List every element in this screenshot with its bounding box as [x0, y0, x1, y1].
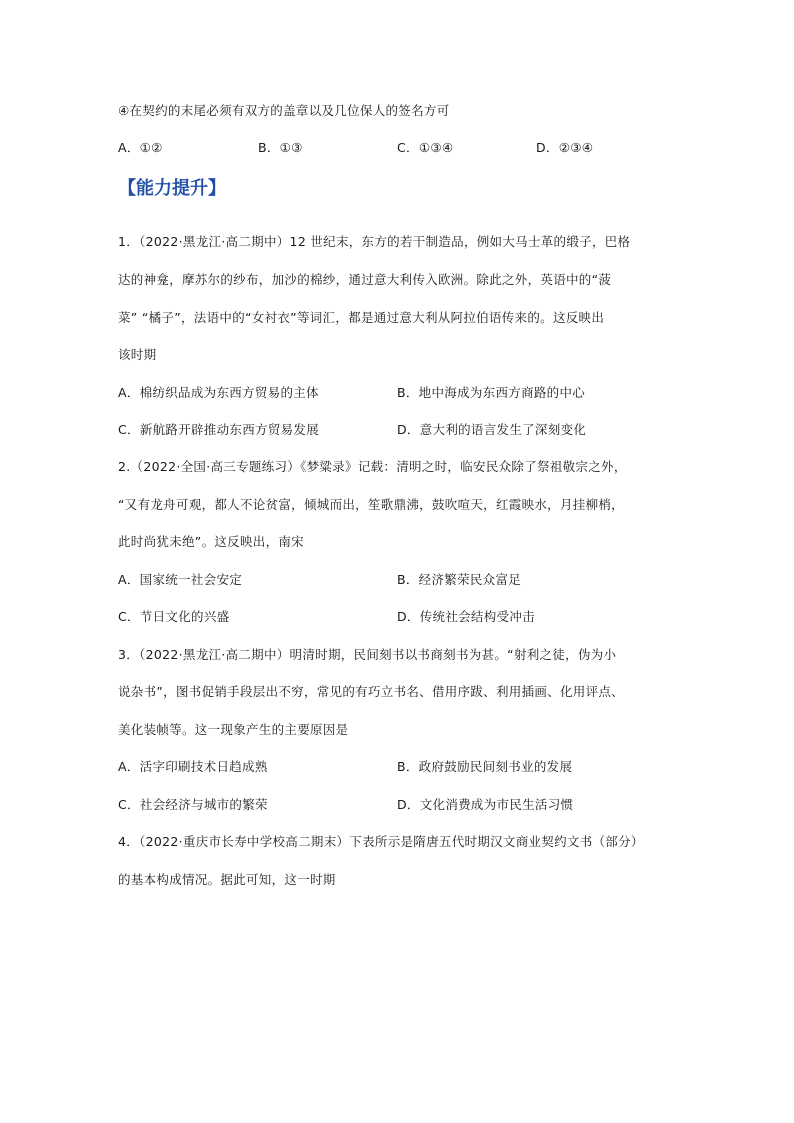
q2-stem-line: 2.（2022·全国·高三专题练习）《梦粱录》记载：清明之时，临安民众除了祭祖敬宗之外， [118, 459, 627, 474]
prev-option-c: C．①③④ [397, 140, 454, 155]
q3-stem-line: 美化装帧等。这一现象产生的主要原因是 [118, 722, 349, 737]
q2-stem-line: “又有龙舟可观，都人不论贫富，倾城而出，笙歌鼎沸，鼓吹喧天，红霞映水，月挂柳梢， [118, 497, 624, 512]
q1-stem-line: 该时期 [118, 347, 157, 362]
q2-option-b: B．经济繁荣民众富足 [397, 572, 522, 587]
clause-text: ④在契约的末尾必须有双方的盖章以及几位保人的签名方可 [118, 103, 450, 118]
q4-stem-line: 4．（2022·重庆市长寿中学校高二期末）下表所示是隋唐五代时期汉文商业契约文书（部分） [118, 834, 644, 849]
prev-option-d: D．②③④ [536, 140, 594, 155]
section-title: 【能力提升】 [118, 178, 226, 199]
prev-option-b: B．①③ [258, 140, 303, 155]
q1-stem-line: 达的神龛，摩苏尔的纱布，加沙的棉纱，通过意大利传入欧洲。除此之外，英语中的“菠 [118, 272, 612, 287]
q1-stem-line: 菜” “橘子”，法语中的“女衬衣”等词汇，都是通过意大利从阿拉伯语传来的。这反映出 [118, 310, 605, 325]
q3-option-b: B．政府鼓励民间刻书业的发展 [397, 759, 573, 774]
q2-option-a: A．国家统一社会安定 [118, 572, 243, 587]
prev-option-a: A．①② [118, 140, 163, 155]
q2-stem-line: 此时尚犹未绝”。这反映出，南宋 [118, 534, 304, 549]
q3-option-c: C．社会经济与城市的繁荣 [118, 797, 268, 812]
q1-option-c: C．新航路开辟推动东西方贸易发展 [118, 422, 320, 437]
q1-option-d: D．意大利的语言发生了深刻变化 [397, 422, 587, 437]
q3-option-d: D．文化消费成为市民生活习惯 [397, 797, 574, 812]
q2-option-c: C．节日文化的兴盛 [118, 609, 230, 624]
q1-stem-line: 1．（2022·黑龙江·高二期中）12 世纪末，东方的若干制造品，例如大马士革的缎子，巴格 [118, 234, 631, 249]
q2-option-d: D．传统社会结构受冲击 [397, 609, 535, 624]
q3-option-a: A．活字印刷技术日趋成熟 [118, 759, 268, 774]
q1-option-b: B．地中海成为东西方商路的中心 [397, 385, 586, 400]
q3-stem-line: 说杂书”，图书促销手段层出不穷，常见的有巧立书名、借用序跋、利用插画、化用评点、 [118, 684, 624, 699]
q1-option-a: A．棉纺织品成为东西方贸易的主体 [118, 385, 319, 400]
q3-stem-line: 3．（2022·黑龙江·高二期中）明清时期，民间刻书以书商刻书为甚。“射利之徒，伪为小 [118, 647, 617, 662]
q4-stem-line: 的基本构成情况。据此可知，这一时期 [118, 872, 336, 887]
